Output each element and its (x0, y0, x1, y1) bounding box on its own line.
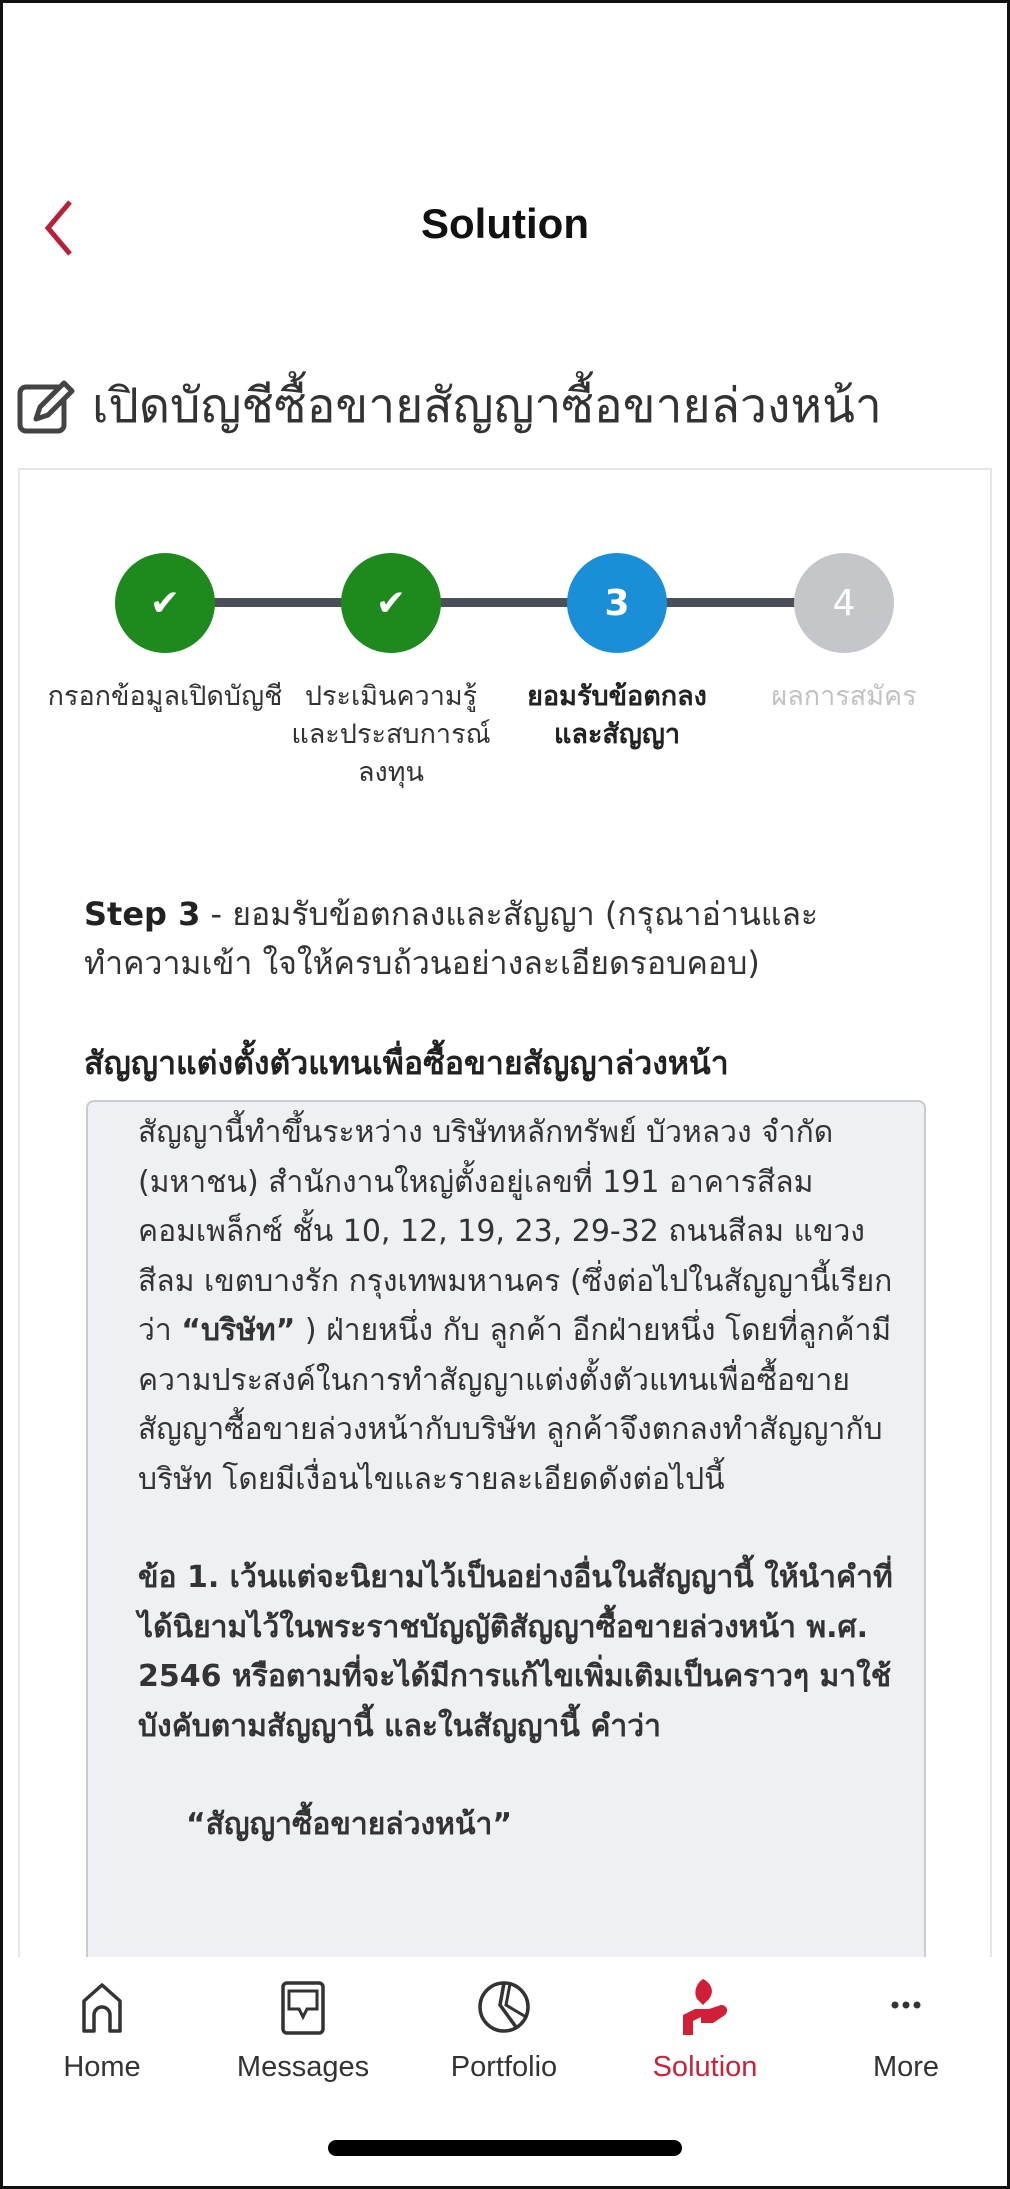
stepper-line (165, 598, 844, 607)
nav-solution[interactable] (615, 1977, 795, 2084)
nav-more[interactable] (816, 1977, 996, 2084)
contract-heading: สัญญาแต่งตั้งตัวแทนเพื่อซื้อขายสัญญาล่วงหน้า (84, 1044, 729, 1082)
header-title: Solution (421, 200, 589, 247)
nav-home[interactable] (12, 1977, 192, 2084)
edit-icon (16, 375, 78, 437)
nav-messages-label: Messages (236, 2051, 370, 2083)
step-2-circle: ✔ (341, 553, 441, 653)
nav-home-label: Home (63, 2051, 141, 2083)
step-3-circle: 3 (567, 553, 667, 653)
contract-term-futures: “สัญญาซื้อขายล่วงหน้า” (186, 1807, 513, 1842)
nav-solution-label: Solution (652, 2051, 758, 2083)
more-dots-icon (876, 1977, 936, 2037)
nav-messages[interactable] (213, 1977, 393, 2084)
step-number: Step 3 (84, 895, 201, 933)
para1-company-term: “บริษัท” (181, 1313, 296, 1348)
nav-more-label: More (872, 2051, 940, 2083)
inbox-icon (273, 1977, 333, 2037)
step-1-circle: ✔ (115, 553, 215, 653)
step-4-label: ผลการสมัคร (771, 681, 917, 712)
step-3-label: ยอมรับข้อตกลงและสัญญา (527, 681, 707, 750)
nav-portfolio[interactable] (414, 1977, 594, 2084)
page-title-text: เปิดบัญชีซื้อขายสัญญาซื้อขายล่วงหน้า (92, 378, 882, 434)
nav-portfolio-label: Portfolio (450, 2051, 558, 2083)
page-title (16, 368, 882, 444)
step-intro (84, 890, 934, 988)
para1-text-c: ) ฝ่ายหนึ่ง กับ ลูกค้า อีกฝ่ายหนึ่ง โดยที่ลูกค้ามีความประสงค์ในการทำสัญญาแต่งตั้งตัวแทนเพื่อซื้อขายสัญญาซื้อขายล่วงหน้ากับบริษัท ลูกค้าจึงตกลงทำสัญญากับบริษัท โดยมีเงื่อนไขและรายละเอียดดังต่อไปนี้ (138, 1313, 892, 1497)
contract-text-box[interactable] (86, 1100, 926, 2000)
step-2-label: ประเมินความรู้และประสบการณ์ลงทุน (291, 681, 491, 788)
pie-chart-icon (474, 1977, 534, 2037)
hand-solution-icon (675, 1977, 735, 2037)
contract-clause-1: ข้อ 1. เว้นแต่จะนิยามไว้เป็นอย่างอื่นในสัญญานี้ ให้นำคำที่ได้นิยามไว้ในพระราชบัญญัติสัญญาซื้อขายล่วงหน้า พ.ศ. 2546 หรือตามที่จะได้มีการแก้ไขเพิ่มเติมเป็นคราวๆ มาใช้บังคับตามสัญญานี้ และในสัญญานี้ คำว่า (138, 1560, 893, 1744)
step-description: - ยอมรับข้อตกลงและสัญญา (กรุณาอ่านและทำความเข้า ใจให้ครบถ้วนอย่างละเอียดรอบคอบ) (84, 895, 819, 982)
home-indicator[interactable] (328, 2140, 682, 2156)
step-1-label: กรอกข้อมูลเปิดบัญชี (47, 681, 283, 712)
home-icon (72, 1977, 132, 2037)
step-4-circle: 4 (794, 553, 894, 653)
para1-text-a: สัญญานี้ทำขึ้นระหว่าง บริษัทหลักทรัพย์ บัวหลวง จำกัด (มหาชน) สำนักงานใหญ่ตั้งอยู่เลขที่ 191 อาคารสีลมคอมเพล็กซ์ ชั้น 10, 12, 19, 23, 29-32 ถนนสีลม แขวงสีลม เขตบางรัก กรุงเทพมหานคร (ซึ่งต่อไปในสัญญานี้เรียกว่า (138, 1115, 893, 1348)
contract-paragraph-1 (138, 1108, 904, 1504)
